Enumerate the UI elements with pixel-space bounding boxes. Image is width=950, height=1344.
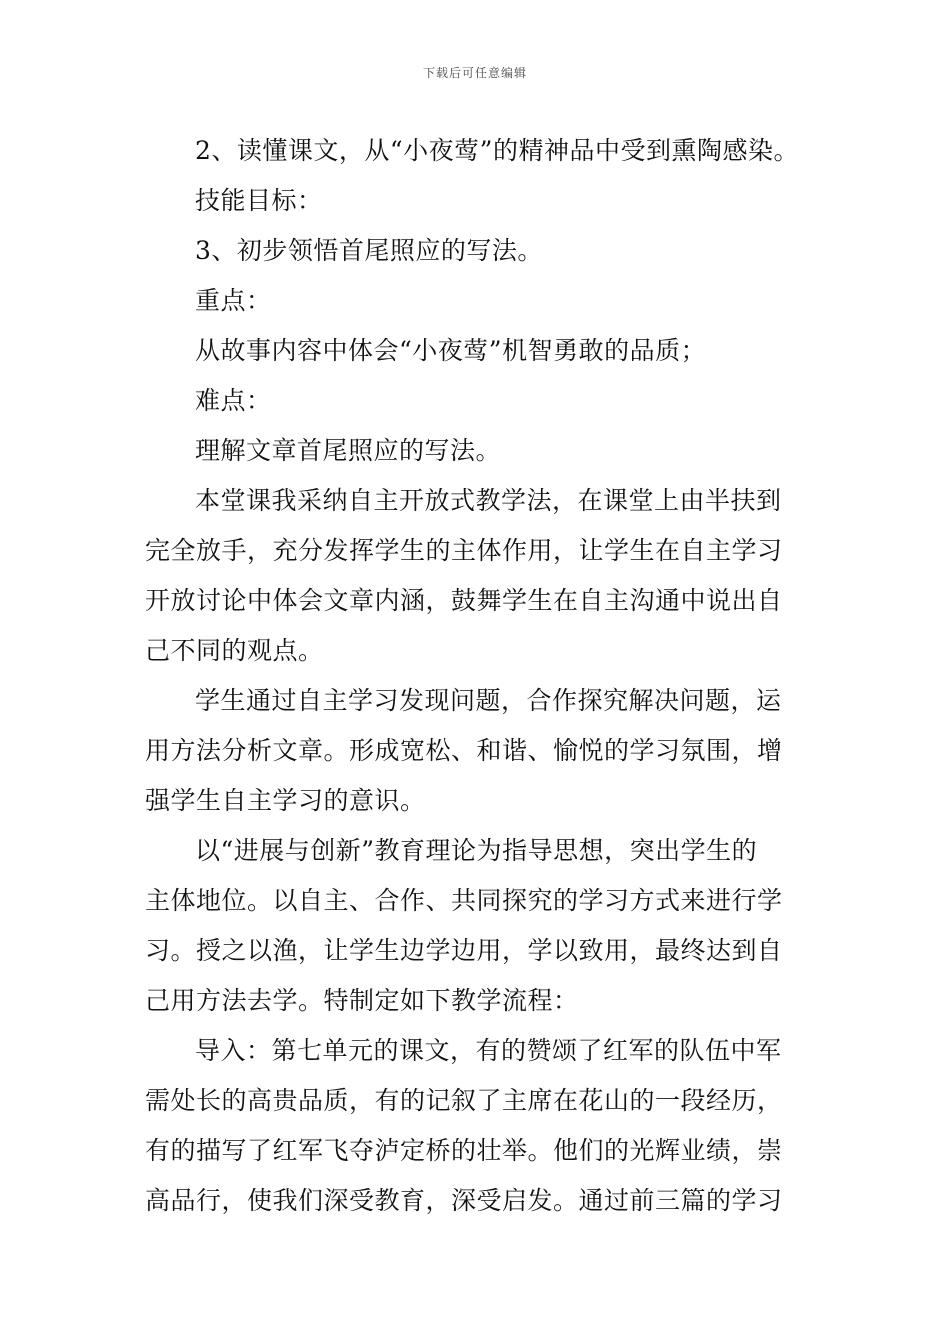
- text-line: 2、读懂课文，从“小夜莺”的精神品中受到熏陶感染。: [195, 136, 799, 165]
- text-line: 导入：第七单元的课文，有的赞颂了红军的队伍中军: [195, 1036, 782, 1065]
- text-line: 3、初步领悟首尾照应的写法。: [195, 236, 543, 265]
- text-line: 重点：: [195, 286, 272, 315]
- page-header: 下载后可任意编辑: [422, 66, 527, 80]
- text-line: 难点：: [195, 386, 272, 415]
- text-line: 以“进展与创新”教育理论为指导思想，突出学生的: [195, 836, 758, 865]
- text-line: 己用方法去学。特制定如下教学流程：: [145, 986, 579, 1015]
- text-line: 技能目标：: [195, 186, 323, 215]
- text-line: 习。授之以渔，让学生边学边用，学以致用，最终达到自: [145, 936, 783, 965]
- text-line: 本堂课我采纳自主开放式教学法，在课堂上由半扶到: [195, 486, 782, 515]
- text-line: 强学生自主学习的意识。: [145, 786, 426, 815]
- text-line: 开放讨论中体会文章内涵，鼓舞学生在自主沟通中说出自: [145, 586, 783, 615]
- text-line: 理解文章首尾照应的写法。: [195, 436, 502, 465]
- text-line: 高品行，使我们深受教育，深受启发。通过前三篇的学习: [145, 1186, 783, 1215]
- text-line: 学生通过自主学习发现问题，合作探究解决问题，运: [195, 686, 782, 715]
- text-line: 从故事内容中体会“小夜莺”机智勇敢的品质；: [195, 336, 707, 365]
- text-line: 己不同的观点。: [145, 636, 324, 665]
- text-line: 用方法分析文章。形成宽松、和谐、愉悦的学习氛围，增: [145, 736, 783, 765]
- text-line: 主体地位。以自主、合作、共同探究的学习方式来进行学: [145, 886, 783, 915]
- text-line: 完全放手，充分发挥学生的主体作用，让学生在自主学习: [145, 536, 783, 565]
- text-line: 需处长的高贵品质，有的记叙了主席在花山的一段经历，: [145, 1086, 783, 1115]
- document-body: [145, 126, 807, 1226]
- text-line: 有的描写了红军飞夺泸定桥的壮举。他们的光辉业绩，崇: [145, 1136, 783, 1165]
